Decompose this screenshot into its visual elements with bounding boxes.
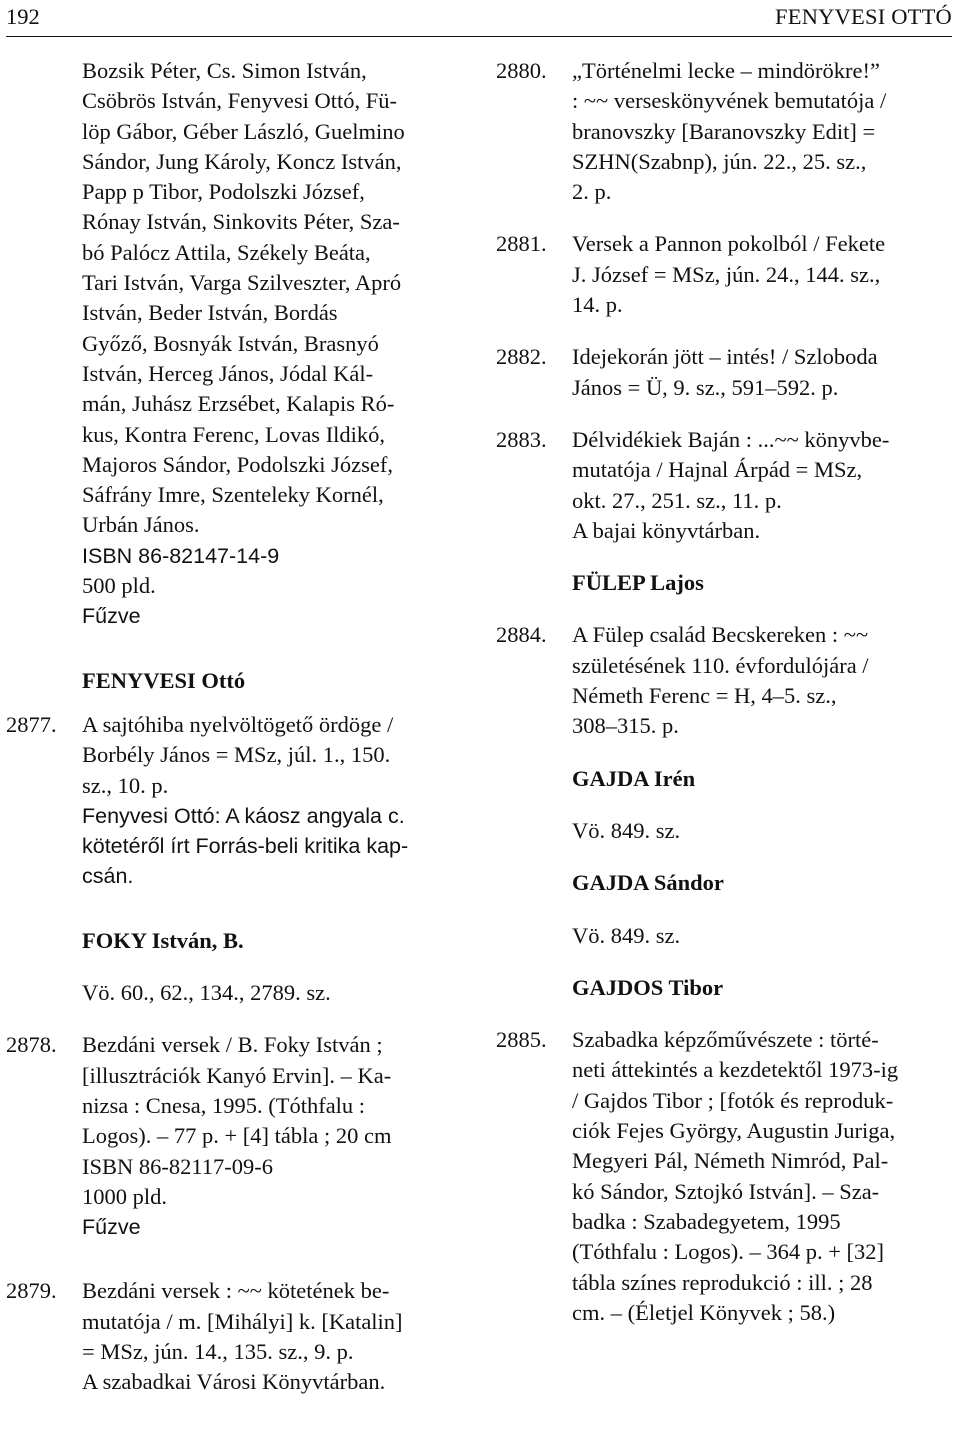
- entry-number: 2880.: [496, 58, 547, 83]
- text-line: Csöbrös István, Fenyvesi Ottó, Fü-: [82, 88, 397, 114]
- entry-number: 2885.: [496, 1027, 547, 1053]
- text-line: branovszky [Baranovszky Edit] =: [572, 118, 876, 144]
- text-line: Németh Ferenc = H, 4–5. sz.,: [572, 683, 837, 709]
- text-line: A szabadkai Városi Könyvtárban.: [82, 1369, 386, 1395]
- see-also-foky: Vö. 60., 62., 134., 2789. sz.: [82, 980, 331, 1006]
- entry-2879: [6, 1276, 456, 1397]
- author-heading-gajda-iren: GAJDA Irén: [572, 765, 696, 791]
- text-line: mutatója / Hajnal Árpád = MSz,: [572, 457, 863, 483]
- text-line: Rónay István, Sinkovits Péter, Sza-: [82, 209, 400, 235]
- author-heading-foky: FOKY István, B.: [82, 927, 244, 953]
- text-line: Megyeri Pál, Németh Nimród, Pal-: [572, 1148, 889, 1174]
- text-line: Bozsik Péter, Cs. Simon István,: [82, 58, 367, 83]
- binding-line: Fűzve: [82, 604, 141, 629]
- entry-2878: [6, 1030, 456, 1242]
- text-line: Győző, Bosnyák István, Brasnyó: [82, 330, 379, 356]
- text-line: : ~~ verseskönyvének bemutatója /: [572, 88, 887, 114]
- text-line: löp Gábor, Géber László, Guelmino: [82, 118, 405, 144]
- text-line: mutatója / m. [Mihályi] k. [Katalin]: [82, 1308, 403, 1334]
- text-line: 14. p.: [572, 292, 623, 318]
- entry-2881: [496, 229, 954, 320]
- isbn-line: ISBN 86-82147-14-9: [82, 543, 280, 568]
- author-heading-gajdos: GAJDOS Tibor: [572, 974, 724, 1000]
- text-line: Fenyvesi Ottó: A káosz angyala c.: [82, 803, 405, 828]
- text-line: A bajai könyvtárban.: [572, 517, 761, 543]
- entry-number: 2877.: [6, 711, 57, 737]
- text-line: kötetéről írt Forrás-beli kritika kap-: [82, 834, 409, 859]
- text-line: Versek a Pannon pokolból / Fekete: [572, 231, 886, 257]
- text-line: / Gajdos Tibor ; [fotók és reproduk-: [572, 1087, 894, 1113]
- text-line: Idejekorán jött – intés! / Szloboda: [572, 344, 878, 370]
- text-line: J. József = MSz, jún. 24., 144. sz.,: [572, 261, 881, 287]
- text-line: = MSz, jún. 14., 135. sz., 9. p.: [82, 1338, 354, 1364]
- entry-2884: [496, 620, 954, 741]
- entry-number: 2879.: [6, 1278, 57, 1304]
- text-line: [illusztrációk Kanyó Ervin]. – Ka-: [82, 1062, 392, 1088]
- text-line: badka : Szabadegyetem, 1995: [572, 1208, 841, 1234]
- text-line: okt. 27., 251. sz., 11. p.: [572, 487, 782, 513]
- page-number: 192: [6, 4, 40, 29]
- text-line: Sándor, Jung Károly, Koncz István,: [82, 148, 402, 174]
- text-line: 2. p.: [572, 179, 612, 205]
- text-line: neti áttekintés a kezdetektől 1973-ig: [572, 1057, 899, 1083]
- text-line: István, Beder István, Bordás: [82, 300, 338, 326]
- text-line: születésének 110. évfordulójára /: [572, 652, 869, 678]
- text-line: sz., 10. p.: [82, 772, 169, 798]
- text-line: Majoros Sándor, Podolszki József,: [82, 451, 393, 477]
- copies-line: 1000 pld.: [82, 1183, 168, 1209]
- entry-number: 2878.: [6, 1032, 57, 1058]
- isbn-line: ISBN 86-82117-09-6: [82, 1153, 274, 1179]
- running-title: FENYVESI OTTÓ: [775, 4, 952, 29]
- text-line: Papp p Tibor, Podolszki József,: [82, 179, 365, 205]
- author-heading-fenyvesi: FENYVESI Ottó: [82, 667, 246, 693]
- entry-number: 2881.: [496, 231, 547, 257]
- text-line: nizsa : Cnesa, 1995. (Tóthfalu :: [82, 1092, 366, 1118]
- entry-number: 2882.: [496, 344, 547, 370]
- text-line: Bezdáni versek : ~~ kötetének be-: [82, 1278, 390, 1304]
- text-line: tábla színes reprodukció : ill. ; 28: [572, 1269, 873, 1295]
- text-line: „Történelmi lecke – mindörökre!”: [572, 58, 880, 83]
- text-line: 308–315. p.: [572, 713, 679, 739]
- entry-2877: [6, 710, 456, 892]
- page-header: [6, 2, 952, 37]
- text-line: (Tóthfalu : Logos). – 364 p. + [32]: [572, 1239, 885, 1265]
- text-line: kus, Kontra Ferenc, Lovas Ildikó,: [82, 421, 386, 447]
- text-line: István, Herceg János, Jódal Kál-: [82, 360, 374, 386]
- see-also-gajda-sandor: Vö. 849. sz.: [572, 922, 681, 948]
- entry-number: 2883.: [496, 426, 547, 452]
- binding-line: Fűzve: [82, 1215, 141, 1240]
- copies-line: 500 pld.: [82, 573, 156, 599]
- author-heading-gajda-sandor: GAJDA Sándor: [572, 870, 724, 896]
- text-line: Délvidékiek Baján : ...~~ könyvbe-: [572, 426, 890, 452]
- text-line: SZHN(Szabnp), jún. 22., 25. sz.,: [572, 148, 867, 174]
- see-also-gajda-iren: Vö. 849. sz.: [572, 817, 681, 843]
- text-line: mán, Juhász Erzsébet, Kalapis Ró-: [82, 391, 395, 417]
- text-line: ciók Fejes György, Augustin Juriga,: [572, 1118, 896, 1144]
- text-line: A sajtóhiba nyelvöltögető ördöge /: [82, 711, 394, 737]
- text-line: kó Sándor, Sztojkó István]. – Sza-: [572, 1178, 880, 1204]
- text-line: Logos). – 77 p. + [4] tábla ; 20 cm: [82, 1123, 392, 1149]
- text-line: Urbán János.: [82, 512, 200, 538]
- text-line: Bezdáni versek / B. Foky István ;: [82, 1032, 383, 1058]
- entry-number: 2884.: [496, 622, 547, 648]
- entry-2885: [496, 1025, 954, 1328]
- entry-2880: [496, 56, 954, 207]
- text-line: bó Palócz Attila, Székely Beáta,: [82, 239, 371, 265]
- contributors-list: [6, 56, 456, 632]
- right-column: [496, 56, 954, 1328]
- text-line: Szabadka képzőművészete : törté-: [572, 1027, 879, 1053]
- text-line: Sáfrány Imre, Szenteleky Kornél,: [82, 482, 384, 508]
- left-column: [6, 56, 456, 1398]
- text-line: Tari István, Varga Szilveszter, Apró: [82, 270, 402, 296]
- author-heading-fulep: FÜLEP Lajos: [572, 570, 704, 596]
- text-line: cm. – (Életjel Könyvek ; 58.): [572, 1299, 836, 1325]
- entry-2882: [496, 342, 954, 403]
- text-line: Borbély János = MSz, júl. 1., 150.: [82, 742, 391, 768]
- text-line: János = Ü, 9. sz., 591–592. p.: [572, 374, 839, 400]
- entry-2883: [496, 425, 954, 546]
- text-line: csán.: [82, 864, 134, 889]
- text-line: A Fülep család Becskereken : ~~: [572, 622, 869, 648]
